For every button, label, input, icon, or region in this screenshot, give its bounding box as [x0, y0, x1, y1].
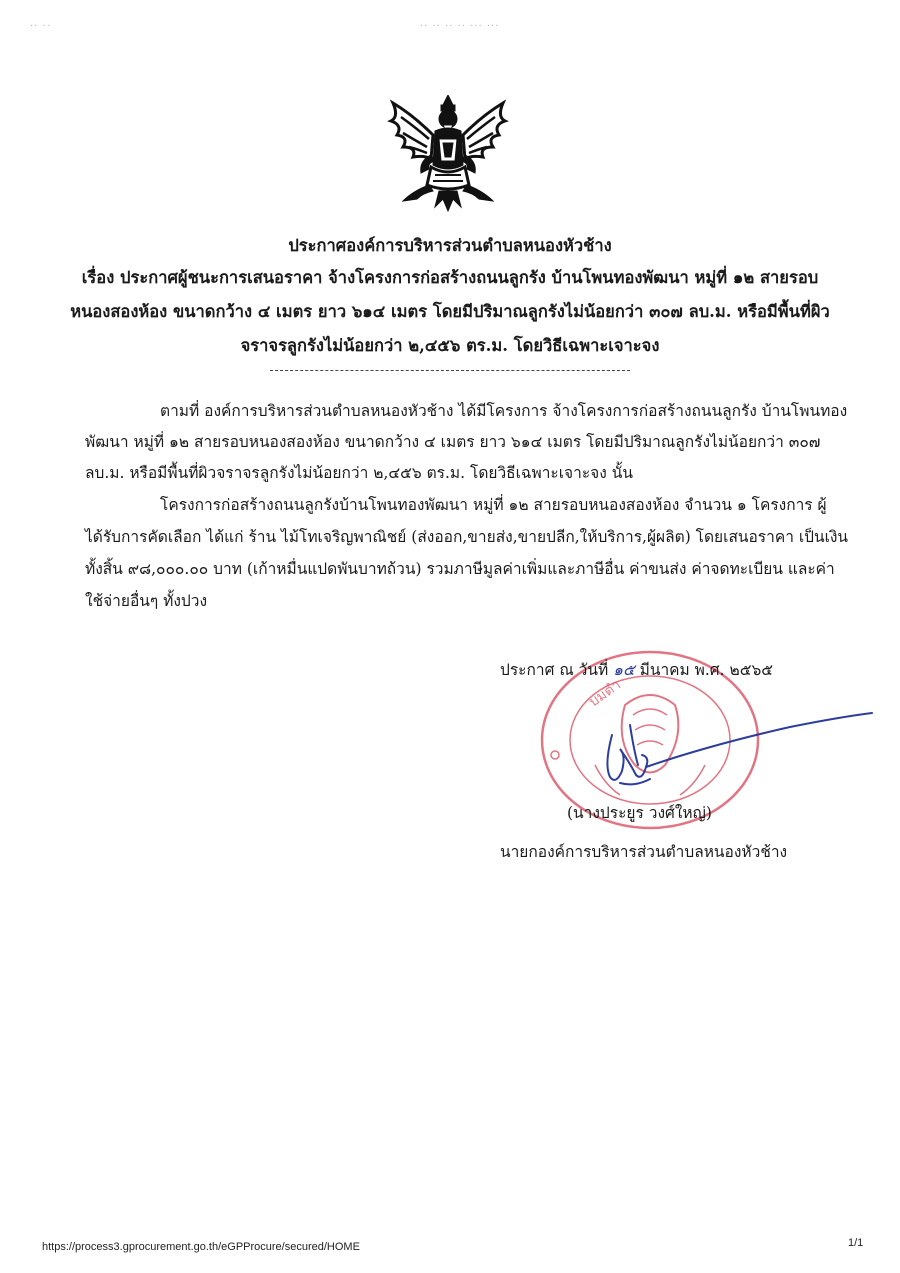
subject-line-1: เรื่อง ประกาศผู้ชนะการเสนอราคา จ้างโครงการก่อสร้างถนนลูกรัง บ้านโพนทองพัฒนา หมู่ที่ ๑๒ สายรอบ: [81, 268, 819, 287]
para1-line3: ลบ.ม. หรือมีพื้นที่ผิวจราจรลูกรังไม่น้อยกว่า ๒,๔๕๖ ตร.ม. โดยวิธีเฉพาะเจาะจง นั้น: [85, 464, 633, 482]
para1-line1: ตามที่ องค์การบริหารส่วนตำบลหนองหัวช้าง ได้มีโครงการ จ้างโครงการก่อสร้างถนนลูกรัง บ้านโพนทอง: [160, 402, 848, 420]
date-line: [500, 663, 773, 679]
para2-line4: ใช้จ่ายอื่นๆ ทั้งปวง: [85, 592, 208, 610]
subject-line-3: จราจรลูกรังไม่น้อยกว่า ๒,๔๕๖ ตร.ม. โดยวิธีเฉพาะเจาะจง: [240, 336, 660, 355]
title-divider: [270, 370, 630, 371]
org-title: ประกาศองค์การบริหารส่วนตำบลหนองหัวช้าง: [288, 236, 612, 255]
subject-line-2: หนองสองห้อง ขนาดกว้าง ๔ เมตร ยาว ๖๑๔ เมตร โดยมีปริมาณลูกรังไม่น้อยกว่า ๓๐๗ ลบ.ม. หรือมีพื้นที่ผิว: [70, 302, 830, 321]
signature-icon: [590, 705, 875, 795]
signatory-name: (นางประยูร วงศ์ใหญ่): [567, 804, 712, 822]
garuda-emblem-icon: [383, 95, 513, 213]
date-prefix: ประกาศ ณ วันที่: [500, 661, 609, 679]
seal-text: บมตำ: [586, 677, 625, 711]
scan-noise-center: .. .. .. .. ... ...: [420, 18, 500, 29]
para2-line2: ได้รับการคัดเลือก ได้แก่ ร้าน ไม้โทเจริญพาณิชย์ (ส่งออก,ขายส่ง,ขายปลีก,ให้บริการ,ผู้ผลิต) โดยเสนอราคา เป็นเงิน: [85, 528, 849, 546]
para2-line1: โครงการก่อสร้างถนนลูกรังบ้านโพนทองพัฒนา หมู่ที่ ๑๒ สายรอบหนองสองห้อง จำนวน ๑ โครงการ ผู้: [160, 496, 827, 514]
scan-noise-left: .. ..: [30, 18, 51, 29]
date-day: ๑๕: [613, 661, 635, 679]
para1-line2: พัฒนา หมู่ที่ ๑๒ สายรอบหนองสองห้อง ขนาดกว้าง ๔ เมตร ยาว ๖๑๔ เมตร โดยมีปริมาณลูกรังไม่น้อยกว่า ๓๐๗: [85, 433, 821, 451]
signatory-position: นายกองค์การบริหารส่วนตำบลหนองหัวช้าง: [500, 843, 788, 861]
footer-url: https://process3.gprocurement.go.th/eGPProcure/secured/HOME: [42, 1241, 360, 1253]
para2-line3: ทั้งสิ้น ๙๘,๐๐๐.๐๐ บาท (เก้าหมื่นแปดพันบาทถ้วน) รวมภาษีมูลค่าเพิ่มและภาษีอื่น ค่าขนส่ง ค่าจดทะเบียน และค่า: [85, 560, 835, 578]
footer-page-number: 1/1: [848, 1237, 864, 1249]
date-month-year: มีนาคม พ.ศ. ๒๕๖๕: [639, 661, 774, 679]
